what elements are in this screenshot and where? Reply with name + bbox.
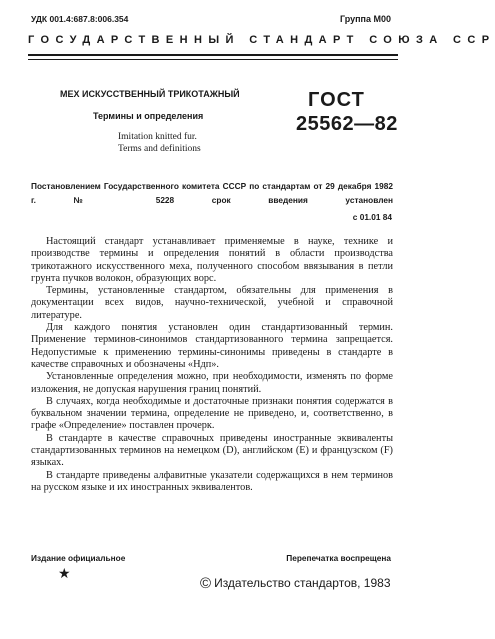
banner-rule-thick (28, 54, 398, 56)
publisher-name: Издательство стандартов, 1983 (214, 576, 391, 590)
effective-date: с 01.01 84 (352, 212, 392, 222)
document-title: МЕХ ИСКУССТВЕННЫЙ ТРИКОТАЖНЫЙ (60, 89, 240, 99)
body-paragraph: Настоящий стандарт устанавливает применяемые в науке, технике и производстве термины и определения понятий в области производства трикотажного искусственного меха, полученного способом ввязывания в петли грунта пучков волокон, образующих ворс. (31, 236, 393, 284)
gost-label: ГОСТ (308, 89, 365, 111)
document-subtitle: Термины и определения (93, 111, 204, 121)
decree-text: Постановлением Государственного комитета СССР по стандартам от 29 декабря 1982 г. № 5228 срок введения установлен (31, 181, 393, 205)
body-paragraph: В стандарте приведены алфавитные указатели содержащихся в нем терминов на русском языке и их иностранных эквивалентов. (31, 469, 393, 493)
group-code: Группа М00 (339, 14, 391, 24)
body-paragraph: В случаях, когда необходимые и достаточные признаки понятия содержатся в буквальном значении термина, определение не приведено, и, соответственно, в графе «Определение» поставлен прочерк. (31, 395, 393, 432)
english-translation (118, 131, 201, 155)
copyright-icon: © (200, 575, 212, 592)
gost-number: 25562—82 (296, 113, 398, 135)
udk-code: УДК 001.4:687.8:006.354 (31, 14, 129, 24)
official-edition-label: Издание официальное (31, 553, 126, 563)
translation-line-2: Terms and definitions (118, 144, 201, 154)
star-icon: ★ (58, 567, 71, 582)
standard-banner: ГОСУДАРСТВЕННЫЙ СТАНДАРТ СОЮЗА ССР (28, 34, 495, 46)
body-paragraph: В стандарте в качестве справочных приведены иностранные эквиваленты стандартизованных терминов на немецком (D), английском (E) и французском (F) языках. (31, 432, 393, 469)
banner-rule-thin (28, 59, 398, 60)
body-paragraph: Для каждого понятия установлен один стандартизованный термин. Применение терминов-синонимов стандартизованного термина запрещается. Недопустимые к применению термины-синонимы приведены в стандарте в качестве справочных и обозначены «Ндп». (31, 322, 393, 370)
body-text (31, 236, 393, 494)
reprint-prohibited-label: Перепечатка воспрещена (286, 553, 391, 563)
translation-line-1: Imitation knitted fur. (118, 132, 197, 142)
body-paragraph: Установленные определения можно, при необходимости, изменять по форме изложения, не допуская нарушения границ понятий. (31, 371, 393, 395)
body-paragraph: Термины, установленные стандартом, обязательны для применения в документации всех видов, научно-технической, учебной и справочной литературе. (31, 285, 393, 321)
publisher-line (200, 575, 391, 592)
